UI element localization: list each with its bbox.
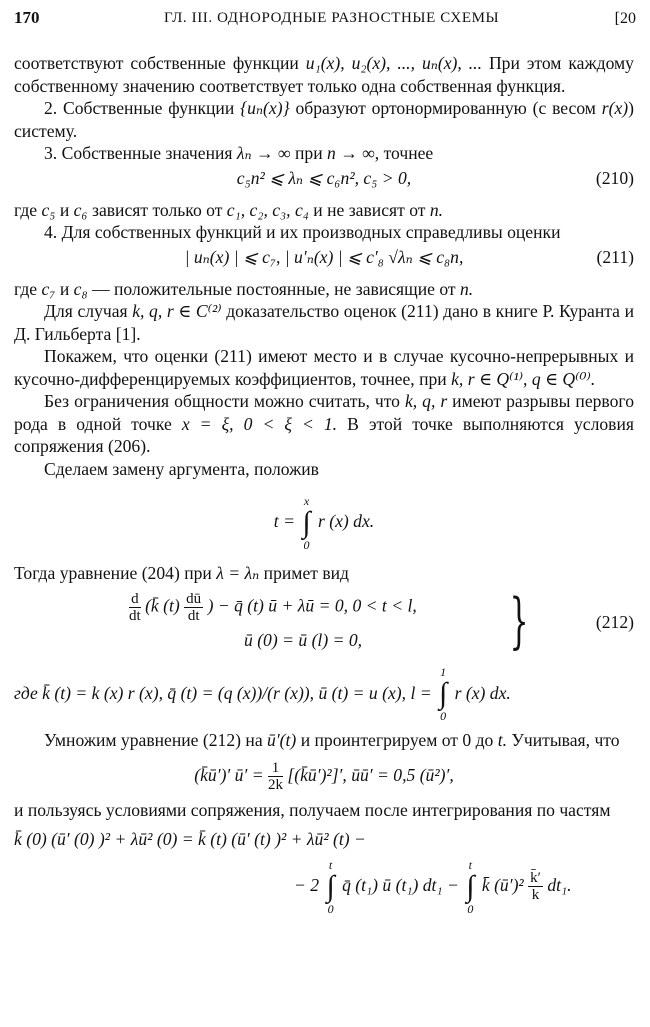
text: при (290, 143, 328, 163)
text: и (55, 199, 74, 220)
equation-212 (14, 585, 634, 659)
text: имеют разрывы первого рода в одной точке (14, 391, 634, 434)
text: соответствуют собственные функции (14, 53, 306, 73)
text: 3. Собственные значения (44, 143, 237, 163)
text: Без ограничения общности можно считать, что (44, 391, 405, 411)
text: зависят только от (87, 199, 227, 220)
math: k, q, r ∈ C⁽²⁾ (132, 301, 222, 321)
right-brace: } (509, 585, 529, 656)
math: q̄ (t₁) ū (t₁) dt₁ − (342, 874, 459, 895)
math: dt₁. (547, 874, 572, 895)
math: c₁, c₂, c₃, c₄ (226, 199, 309, 220)
math: u₁(x), u₂(x), ..., uₙ(x), ... (305, 53, 482, 73)
math: [(k̄ū′)²]′, ūū′ = 0,5 (ū²)′, (287, 765, 454, 785)
upper-limit: t (468, 857, 473, 872)
math: k̄ (0) (ū′ (0) )² + λū² (0) = k̄ (t) (ū′ (t) )² + λū² (t) − (14, 828, 366, 849)
paragraph-4 (14, 199, 634, 222)
text: Умножим уравнение (212) на (44, 729, 268, 750)
lower-limit: 0 (440, 709, 447, 724)
math: t. (497, 729, 508, 750)
text: При этом каждому собственному значению соответствует только одна собственная функция. (14, 53, 634, 96)
integral-symbol: ∫ (439, 677, 448, 711)
fraction-d-dt (129, 591, 141, 624)
text: и (55, 278, 74, 299)
math: λ = λₙ (216, 563, 260, 583)
math: {uₙ(x)} (240, 98, 290, 118)
numerator: 1 (268, 760, 283, 777)
math: | uₙ(x) | ⩽ c₇, | u′ₙ(x) | ⩽ c′₈ √λₙ ⩽ c₈n, (184, 246, 464, 267)
numerator: dū (186, 590, 202, 607)
math: r(x) (601, 98, 629, 118)
math: k̄ (ū′)² (481, 874, 524, 895)
denominator: dt (129, 607, 141, 624)
paragraph-7 (14, 300, 634, 345)
text: ) систему. (14, 98, 634, 141)
denominator: 2k̄ (268, 777, 283, 794)
equation-211 (14, 246, 634, 276)
page-body (14, 52, 634, 932)
text: 2. Собственные функции (44, 98, 241, 118)
math: r (x) dx. (454, 682, 511, 703)
paragraph-11 (14, 562, 634, 585)
math: n → ∞ (327, 143, 375, 163)
text: Учитывая, что (507, 729, 620, 750)
integral-sign (326, 858, 334, 916)
equation-212-line-1 (129, 591, 417, 624)
integral-sign (466, 858, 474, 916)
lower-limit: 0 (327, 901, 334, 916)
text: доказательство оценок (211) дано в книге Р. Куранта и Д. Гильберта [1]. (14, 301, 634, 344)
equation-212-line-2: ū (0) = ū (l) = 0, (244, 629, 363, 650)
math: t = (273, 511, 295, 531)
math: n. (459, 278, 474, 299)
numerator: k̄′ (530, 870, 541, 886)
section-number: [20 (614, 10, 636, 27)
fraction-du-dt (184, 591, 203, 624)
equation-number: (211) (596, 246, 634, 267)
paragraph-6 (14, 278, 634, 301)
paragraph-1 (14, 52, 634, 97)
upper-limit: t (328, 857, 333, 872)
denominator: k̄ (531, 887, 540, 903)
fraction-1-2k (268, 760, 283, 793)
running-title: ГЛ. III. ОДНОРОДНЫЕ РАЗНОСТНЫЕ СХЕМЫ (164, 10, 500, 26)
text: , точнее (374, 143, 434, 163)
integral-sign (439, 665, 447, 723)
equation-number: (212) (595, 611, 634, 632)
paragraph-3 (14, 142, 634, 165)
text: примет вид (259, 563, 350, 583)
paragraph-5: 4. Для собственных функций и их производных справедливы оценки (44, 222, 561, 242)
text: Тогда уравнение (204) при (14, 563, 217, 583)
math: (k̄ū′)′ ū′ = (194, 765, 264, 785)
math: c₇ (41, 278, 56, 299)
identity-equation (14, 753, 634, 797)
running-header (14, 8, 636, 32)
math: где k̄ (t) = k (x) r (x), q̄ (t) = (q (x))/(r (x)), ū (t) = u (x), l = (14, 682, 432, 703)
math: c₆ (73, 199, 88, 220)
text: где (14, 278, 42, 299)
math: k, q, r (404, 391, 448, 411)
math: − 2 (294, 874, 320, 895)
final-equation-line-2 (294, 858, 572, 916)
page-number: 170 (14, 8, 40, 27)
text: Для случая (44, 301, 133, 321)
math: n. (429, 199, 444, 220)
lower-limit: 0 (303, 537, 310, 552)
fraction-kprime-k (528, 870, 543, 903)
text: образуют ортонормированную (с весом (289, 98, 602, 118)
integral-symbol: ∫ (326, 869, 335, 903)
math: λₙ → ∞ (236, 143, 291, 163)
math: k, r ∈ Q⁽¹⁾, q ∈ Q⁽⁰⁾. (451, 368, 596, 389)
integral-symbol: ∫ (466, 869, 475, 903)
paragraph-10: Сделаем замену аргумента, положив (44, 458, 319, 479)
math: c₈ (73, 278, 88, 299)
text: и не зависят от (308, 199, 430, 220)
text: — положительные постоянные, не зависящие от (87, 278, 460, 299)
final-equation (14, 822, 634, 932)
paragraph-14: и пользуясь условиями сопряжения, получаем после интегрирования по частям (14, 800, 611, 820)
definitions-line (14, 663, 634, 723)
paragraph-8 (14, 345, 634, 390)
paragraph-9 (14, 390, 634, 458)
math: c₅n² ⩽ λₙ ⩽ c₆n², c₅ > 0, (236, 167, 412, 188)
upper-limit: x (303, 493, 310, 508)
upper-limit: 1 (440, 665, 447, 680)
math: (k̄ (t) (145, 595, 180, 616)
math: r (x) dx. (318, 511, 375, 531)
denominator: dt (187, 607, 200, 624)
text: где (14, 199, 42, 220)
paragraph-2 (14, 97, 634, 142)
lower-limit: 0 (467, 901, 474, 916)
numerator: d (129, 591, 141, 608)
equation-210 (14, 167, 634, 197)
integral-symbol: ∫ (302, 505, 311, 539)
text: В этой точке выполняются условия сопряжения (206). (14, 413, 634, 456)
integral-sign (302, 494, 310, 552)
math: x = ξ, 0 < ξ < 1. (181, 413, 338, 434)
math: ) − q̄ (t) ū + λū = 0, 0 < t < l, (207, 595, 417, 616)
equation-t-substitution (14, 482, 634, 560)
paragraph-13 (14, 729, 634, 752)
math: c₅ (41, 199, 56, 220)
text: и проинтегрируем от 0 до (296, 729, 498, 750)
equation-number: (210) (595, 167, 634, 188)
math: ū′(t) (267, 729, 297, 750)
text: Покажем, что оценки (211) имеют место и в случае кусочно-непрерывных и кусочно-дифференцируемых коэффициентов, точнее, при (14, 346, 634, 389)
